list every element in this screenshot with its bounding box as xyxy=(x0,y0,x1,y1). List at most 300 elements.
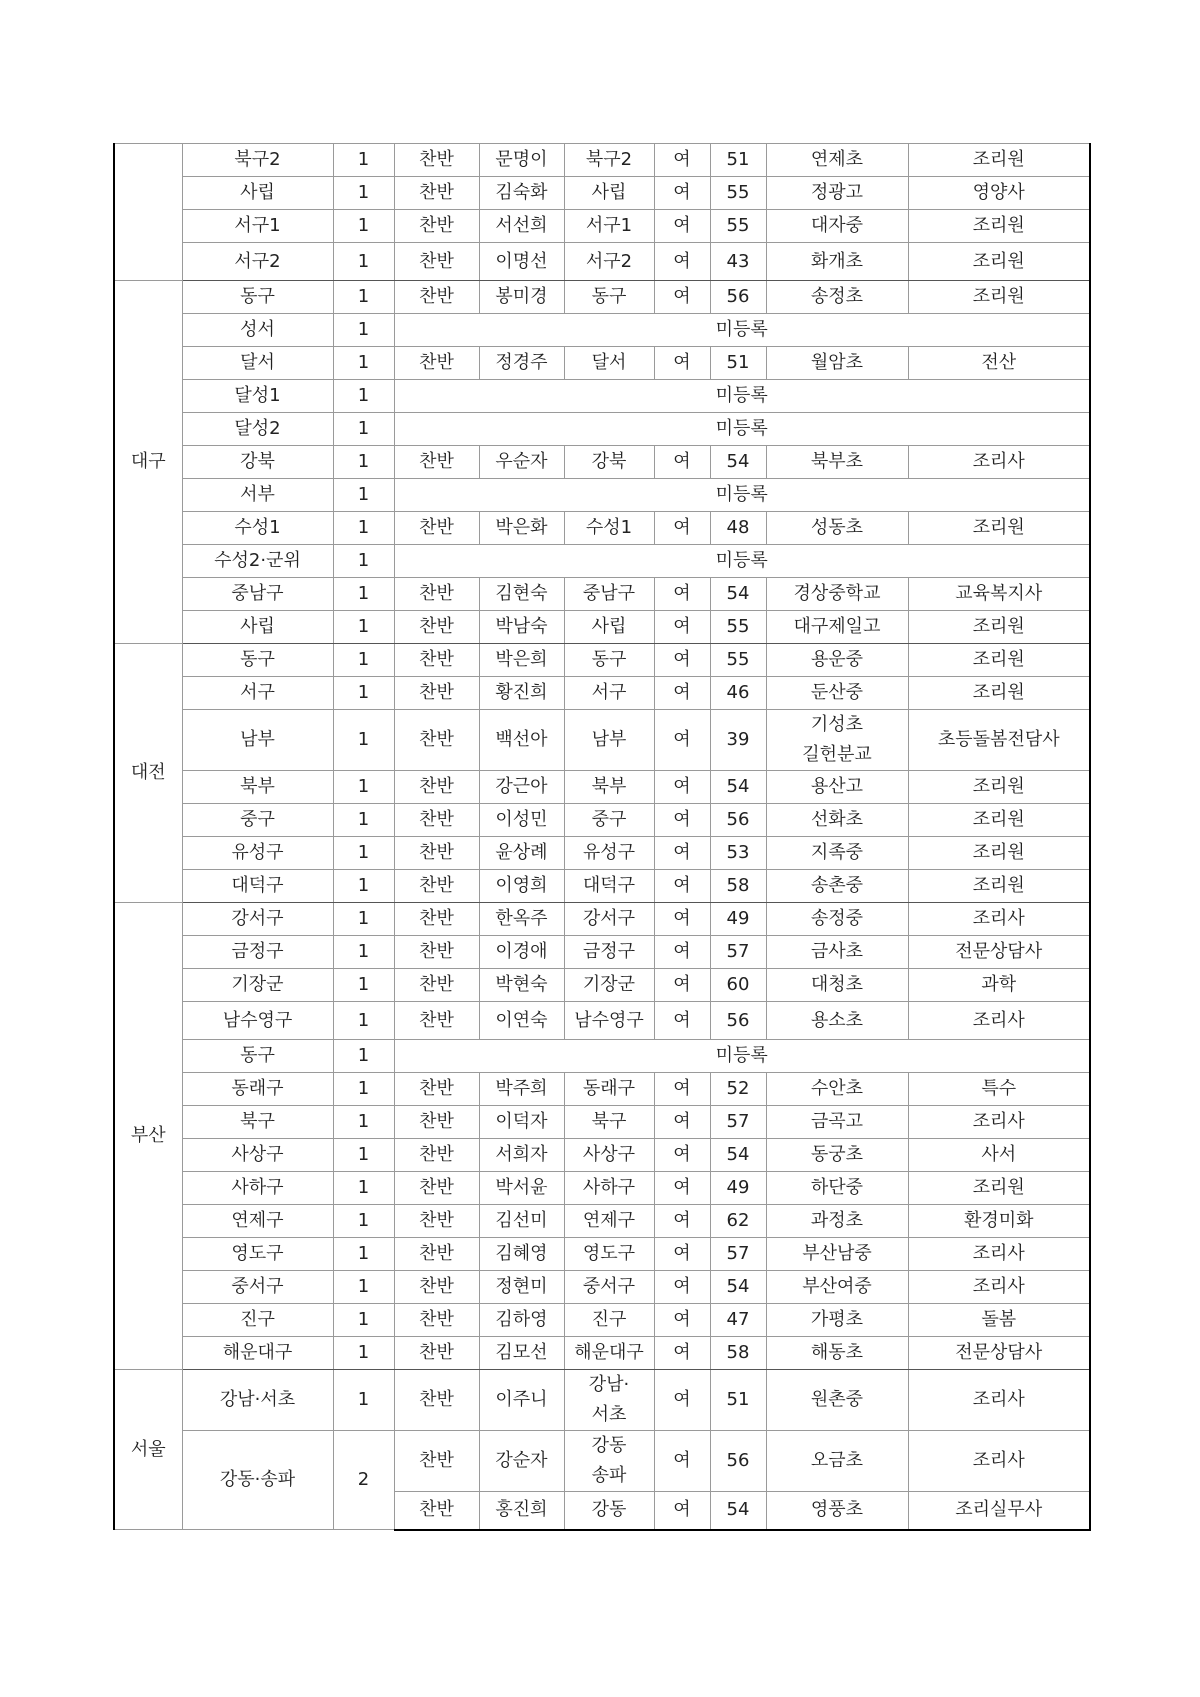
seats-cell: 1 xyxy=(333,969,394,1002)
name-cell: 김숙화 xyxy=(479,177,564,210)
age-cell: 55 xyxy=(710,644,766,677)
branch-cell: 강동 송파 xyxy=(564,1431,654,1492)
unregistered-cell: 미등록 xyxy=(394,380,1090,413)
school-cell: 지족중 xyxy=(766,837,908,870)
branch-cell: 강북 xyxy=(564,446,654,479)
role-cell: 찬반 xyxy=(394,1073,479,1106)
gender-cell: 여 xyxy=(654,771,710,804)
table-row xyxy=(114,210,1090,243)
seats-cell: 1 xyxy=(333,936,394,969)
district-cell: 금정구 xyxy=(182,936,333,969)
school-cell: 송촌중 xyxy=(766,870,908,903)
table-row-unregistered xyxy=(114,314,1090,347)
district-cell: 달성1 xyxy=(182,380,333,413)
role-cell: 찬반 xyxy=(394,1106,479,1139)
gender-cell: 여 xyxy=(654,677,710,710)
seats-cell: 1 xyxy=(333,1370,394,1431)
age-cell: 60 xyxy=(710,969,766,1002)
name-cell: 이성민 xyxy=(479,804,564,837)
job-cell: 조리원 xyxy=(908,611,1090,644)
age-cell: 54 xyxy=(710,1271,766,1304)
job-cell: 조리원 xyxy=(908,1172,1090,1205)
role-cell: 찬반 xyxy=(394,804,479,837)
job-cell: 조리원 xyxy=(908,281,1090,314)
school-cell: 수안초 xyxy=(766,1073,908,1106)
branch-cell: 대덕구 xyxy=(564,870,654,903)
seats-cell: 1 xyxy=(333,446,394,479)
gender-cell: 여 xyxy=(654,936,710,969)
gender-cell: 여 xyxy=(654,1431,710,1492)
district-cell: 남부 xyxy=(182,710,333,771)
region-cell: 대전 xyxy=(114,644,182,903)
school-cell: 월암초 xyxy=(766,347,908,380)
school-cell: 기성초 길헌분교 xyxy=(766,710,908,771)
branch-cell: 중남구 xyxy=(564,578,654,611)
district-cell: 강서구 xyxy=(182,903,333,936)
district-cell: 기장군 xyxy=(182,969,333,1002)
age-cell: 43 xyxy=(710,243,766,281)
gender-cell: 여 xyxy=(654,177,710,210)
age-cell: 39 xyxy=(710,710,766,771)
table-row xyxy=(114,969,1090,1002)
job-cell: 전문상담사 xyxy=(908,936,1090,969)
district-cell: 남수영구 xyxy=(182,1002,333,1040)
school-cell: 금사초 xyxy=(766,936,908,969)
school-cell: 둔산중 xyxy=(766,677,908,710)
role-cell: 찬반 xyxy=(394,177,479,210)
school-cell: 부산남중 xyxy=(766,1238,908,1271)
district-cell: 서구1 xyxy=(182,210,333,243)
seats-cell: 1 xyxy=(333,1040,394,1073)
table-row xyxy=(114,1271,1090,1304)
branch-cell: 영도구 xyxy=(564,1238,654,1271)
district-cell: 수성1 xyxy=(182,512,333,545)
district-cell: 진구 xyxy=(182,1304,333,1337)
district-cell: 중남구 xyxy=(182,578,333,611)
school-cell: 경상중학교 xyxy=(766,578,908,611)
school-cell: 용소초 xyxy=(766,1002,908,1040)
school-cell: 대구제일고 xyxy=(766,611,908,644)
job-cell: 과학 xyxy=(908,969,1090,1002)
seats-cell: 1 xyxy=(333,1337,394,1370)
school-cell: 원촌중 xyxy=(766,1370,908,1431)
name-cell: 이주니 xyxy=(479,1370,564,1431)
table-row-unregistered xyxy=(114,413,1090,446)
district-cell: 북구 xyxy=(182,1106,333,1139)
table-row-unregistered xyxy=(114,380,1090,413)
age-cell: 51 xyxy=(710,347,766,380)
role-cell: 찬반 xyxy=(394,710,479,771)
branch-cell: 진구 xyxy=(564,1304,654,1337)
branch-cell: 중구 xyxy=(564,804,654,837)
job-cell: 조리사 xyxy=(908,1238,1090,1271)
branch-cell: 남수영구 xyxy=(564,1002,654,1040)
school-cell: 성동초 xyxy=(766,512,908,545)
district-cell: 사립 xyxy=(182,177,333,210)
seats-cell: 1 xyxy=(333,804,394,837)
name-cell: 한옥주 xyxy=(479,903,564,936)
district-cell: 북구2 xyxy=(182,144,333,177)
gender-cell: 여 xyxy=(654,347,710,380)
job-cell: 교육복지사 xyxy=(908,578,1090,611)
role-cell: 찬반 xyxy=(394,870,479,903)
role-cell: 찬반 xyxy=(394,677,479,710)
table-row xyxy=(114,512,1090,545)
name-cell: 이연숙 xyxy=(479,1002,564,1040)
gender-cell: 여 xyxy=(654,1271,710,1304)
gender-cell: 여 xyxy=(654,210,710,243)
seats-cell: 1 xyxy=(333,210,394,243)
age-cell: 55 xyxy=(710,177,766,210)
seats-cell: 1 xyxy=(333,1304,394,1337)
age-cell: 56 xyxy=(710,281,766,314)
seats-cell: 1 xyxy=(333,1106,394,1139)
seats-cell: 1 xyxy=(333,1139,394,1172)
seats-cell: 1 xyxy=(333,347,394,380)
job-cell: 돌봄 xyxy=(908,1304,1090,1337)
seats-cell: 1 xyxy=(333,545,394,578)
school-cell: 송정초 xyxy=(766,281,908,314)
gender-cell: 여 xyxy=(654,903,710,936)
role-cell: 찬반 xyxy=(394,611,479,644)
unregistered-cell: 미등록 xyxy=(394,1040,1090,1073)
district-cell: 사립 xyxy=(182,611,333,644)
role-cell: 찬반 xyxy=(394,578,479,611)
job-cell: 조리원 xyxy=(908,677,1090,710)
unregistered-cell: 미등록 xyxy=(394,545,1090,578)
seats-cell: 1 xyxy=(333,1271,394,1304)
table-row xyxy=(114,837,1090,870)
gender-cell: 여 xyxy=(654,804,710,837)
district-cell: 달성2 xyxy=(182,413,333,446)
school-cell: 대자중 xyxy=(766,210,908,243)
role-cell: 찬반 xyxy=(394,243,479,281)
role-cell: 찬반 xyxy=(394,1431,479,1492)
name-cell: 박서윤 xyxy=(479,1172,564,1205)
seats-cell: 2 xyxy=(333,1431,394,1530)
age-cell: 47 xyxy=(710,1304,766,1337)
table-row xyxy=(114,578,1090,611)
name-cell: 김선미 xyxy=(479,1205,564,1238)
branch-cell: 사립 xyxy=(564,177,654,210)
seats-cell: 1 xyxy=(333,413,394,446)
table-row xyxy=(114,446,1090,479)
gender-cell: 여 xyxy=(654,243,710,281)
table-row xyxy=(114,347,1090,380)
branch-cell: 사상구 xyxy=(564,1139,654,1172)
role-cell: 찬반 xyxy=(394,281,479,314)
district-cell: 수성2·군위 xyxy=(182,545,333,578)
job-cell: 조리원 xyxy=(908,870,1090,903)
district-cell: 북부 xyxy=(182,771,333,804)
district-cell: 강북 xyxy=(182,446,333,479)
district-cell: 강동·송파 xyxy=(182,1431,333,1530)
district-cell: 서부 xyxy=(182,479,333,512)
school-cell: 정광고 xyxy=(766,177,908,210)
job-cell: 조리사 xyxy=(908,1370,1090,1431)
branch-cell: 동구 xyxy=(564,644,654,677)
seats-cell: 1 xyxy=(333,177,394,210)
name-cell: 김현숙 xyxy=(479,578,564,611)
role-cell: 찬반 xyxy=(394,1238,479,1271)
table-row xyxy=(114,1238,1090,1271)
branch-cell: 기장군 xyxy=(564,969,654,1002)
age-cell: 54 xyxy=(710,1492,766,1530)
name-cell: 박현숙 xyxy=(479,969,564,1002)
table-row xyxy=(114,644,1090,677)
job-cell: 특수 xyxy=(908,1073,1090,1106)
job-cell: 사서 xyxy=(908,1139,1090,1172)
age-cell: 58 xyxy=(710,1337,766,1370)
age-cell: 62 xyxy=(710,1205,766,1238)
school-cell: 해동초 xyxy=(766,1337,908,1370)
gender-cell: 여 xyxy=(654,578,710,611)
unregistered-cell: 미등록 xyxy=(394,314,1090,347)
gender-cell: 여 xyxy=(654,446,710,479)
table-row xyxy=(114,710,1090,771)
name-cell: 황진희 xyxy=(479,677,564,710)
name-cell: 서희자 xyxy=(479,1139,564,1172)
school-cell: 하단중 xyxy=(766,1172,908,1205)
table-row xyxy=(114,771,1090,804)
table-row xyxy=(114,1106,1090,1139)
table-row xyxy=(114,936,1090,969)
table-row xyxy=(114,1304,1090,1337)
gender-cell: 여 xyxy=(654,1139,710,1172)
school-cell: 금곡고 xyxy=(766,1106,908,1139)
age-cell: 49 xyxy=(710,1172,766,1205)
gender-cell: 여 xyxy=(654,969,710,1002)
gender-cell: 여 xyxy=(654,281,710,314)
job-cell: 조리원 xyxy=(908,804,1090,837)
job-cell: 조리원 xyxy=(908,644,1090,677)
role-cell: 찬반 xyxy=(394,1002,479,1040)
age-cell: 46 xyxy=(710,677,766,710)
name-cell: 강순자 xyxy=(479,1431,564,1492)
gender-cell: 여 xyxy=(654,837,710,870)
role-cell: 찬반 xyxy=(394,1492,479,1530)
role-cell: 찬반 xyxy=(394,1172,479,1205)
gender-cell: 여 xyxy=(654,1002,710,1040)
seats-cell: 1 xyxy=(333,837,394,870)
gender-cell: 여 xyxy=(654,1238,710,1271)
table-row xyxy=(114,144,1090,177)
table-row xyxy=(114,1337,1090,1370)
seats-cell: 1 xyxy=(333,771,394,804)
name-cell: 박은희 xyxy=(479,644,564,677)
job-cell: 조리사 xyxy=(908,1271,1090,1304)
role-cell: 찬반 xyxy=(394,446,479,479)
school-cell: 북부초 xyxy=(766,446,908,479)
district-cell: 연제구 xyxy=(182,1205,333,1238)
age-cell: 56 xyxy=(710,804,766,837)
region-cell: 서울 xyxy=(114,1370,182,1530)
age-cell: 55 xyxy=(710,210,766,243)
job-cell: 조리사 xyxy=(908,446,1090,479)
branch-cell: 북부 xyxy=(564,771,654,804)
district-cell: 동구 xyxy=(182,1040,333,1073)
table-row-unregistered xyxy=(114,545,1090,578)
name-cell: 홍진희 xyxy=(479,1492,564,1530)
gender-cell: 여 xyxy=(654,1337,710,1370)
district-cell: 서구2 xyxy=(182,243,333,281)
seats-cell: 1 xyxy=(333,1002,394,1040)
district-cell: 달서 xyxy=(182,347,333,380)
job-cell: 조리사 xyxy=(908,1002,1090,1040)
name-cell: 강근아 xyxy=(479,771,564,804)
table-row xyxy=(114,870,1090,903)
seats-cell: 1 xyxy=(333,479,394,512)
name-cell: 이덕자 xyxy=(479,1106,564,1139)
age-cell: 52 xyxy=(710,1073,766,1106)
school-cell: 오금초 xyxy=(766,1431,908,1492)
job-cell: 환경미화 xyxy=(908,1205,1090,1238)
age-cell: 54 xyxy=(710,446,766,479)
seats-cell: 1 xyxy=(333,578,394,611)
branch-cell: 동래구 xyxy=(564,1073,654,1106)
role-cell: 찬반 xyxy=(394,771,479,804)
age-cell: 49 xyxy=(710,903,766,936)
school-cell: 용운중 xyxy=(766,644,908,677)
school-cell: 과정초 xyxy=(766,1205,908,1238)
gender-cell: 여 xyxy=(654,144,710,177)
job-cell: 조리원 xyxy=(908,210,1090,243)
age-cell: 56 xyxy=(710,1431,766,1492)
region-cell: 부산 xyxy=(114,903,182,1370)
branch-cell: 동구 xyxy=(564,281,654,314)
name-cell: 이명선 xyxy=(479,243,564,281)
seats-cell: 1 xyxy=(333,870,394,903)
role-cell: 찬반 xyxy=(394,1139,479,1172)
seats-cell: 1 xyxy=(333,644,394,677)
age-cell: 57 xyxy=(710,1106,766,1139)
seats-cell: 1 xyxy=(333,1172,394,1205)
age-cell: 54 xyxy=(710,771,766,804)
seats-cell: 1 xyxy=(333,903,394,936)
branch-cell: 강동 xyxy=(564,1492,654,1530)
role-cell: 찬반 xyxy=(394,1271,479,1304)
school-cell: 동궁초 xyxy=(766,1139,908,1172)
branch-cell: 수성1 xyxy=(564,512,654,545)
age-cell: 56 xyxy=(710,1002,766,1040)
seats-cell: 1 xyxy=(333,1205,394,1238)
branch-cell: 북구2 xyxy=(564,144,654,177)
table-row xyxy=(114,1139,1090,1172)
table-row-unregistered xyxy=(114,1040,1090,1073)
district-cell: 서구 xyxy=(182,677,333,710)
gender-cell: 여 xyxy=(654,870,710,903)
age-cell: 58 xyxy=(710,870,766,903)
job-cell: 전산 xyxy=(908,347,1090,380)
table-row xyxy=(114,1172,1090,1205)
district-cell: 영도구 xyxy=(182,1238,333,1271)
seats-cell: 1 xyxy=(333,243,394,281)
branch-cell: 금정구 xyxy=(564,936,654,969)
role-cell: 찬반 xyxy=(394,210,479,243)
gender-cell: 여 xyxy=(654,710,710,771)
age-cell: 57 xyxy=(710,1238,766,1271)
table-row xyxy=(114,804,1090,837)
branch-cell: 서구1 xyxy=(564,210,654,243)
member-table xyxy=(113,143,1091,1531)
branch-cell: 유성구 xyxy=(564,837,654,870)
name-cell: 윤상례 xyxy=(479,837,564,870)
job-cell: 영양사 xyxy=(908,177,1090,210)
seats-cell: 1 xyxy=(333,380,394,413)
district-cell: 동구 xyxy=(182,644,333,677)
gender-cell: 여 xyxy=(654,1205,710,1238)
name-cell: 봉미경 xyxy=(479,281,564,314)
school-cell: 용산고 xyxy=(766,771,908,804)
district-cell: 동구 xyxy=(182,281,333,314)
name-cell: 문명이 xyxy=(479,144,564,177)
unregistered-cell: 미등록 xyxy=(394,479,1090,512)
job-cell: 조리실무사 xyxy=(908,1492,1090,1530)
branch-cell: 연제구 xyxy=(564,1205,654,1238)
district-cell: 중구 xyxy=(182,804,333,837)
job-cell: 조리원 xyxy=(908,771,1090,804)
age-cell: 51 xyxy=(710,144,766,177)
job-cell: 조리원 xyxy=(908,144,1090,177)
name-cell: 김혜영 xyxy=(479,1238,564,1271)
table-row xyxy=(114,1073,1090,1106)
seats-cell: 1 xyxy=(333,144,394,177)
table-row xyxy=(114,1431,1090,1492)
name-cell: 정경주 xyxy=(479,347,564,380)
gender-cell: 여 xyxy=(654,1304,710,1337)
job-cell: 전문상담사 xyxy=(908,1337,1090,1370)
age-cell: 54 xyxy=(710,578,766,611)
role-cell: 찬반 xyxy=(394,1370,479,1431)
branch-cell: 사하구 xyxy=(564,1172,654,1205)
district-cell: 해운대구 xyxy=(182,1337,333,1370)
table-row xyxy=(114,1370,1090,1431)
seats-cell: 1 xyxy=(333,1238,394,1271)
table-row xyxy=(114,1002,1090,1040)
gender-cell: 여 xyxy=(654,611,710,644)
gender-cell: 여 xyxy=(654,1073,710,1106)
role-cell: 찬반 xyxy=(394,969,479,1002)
school-cell: 부산여중 xyxy=(766,1271,908,1304)
table-row xyxy=(114,1205,1090,1238)
school-cell: 가평초 xyxy=(766,1304,908,1337)
role-cell: 찬반 xyxy=(394,903,479,936)
district-cell: 유성구 xyxy=(182,837,333,870)
school-cell: 영풍초 xyxy=(766,1492,908,1530)
unregistered-cell: 미등록 xyxy=(394,413,1090,446)
role-cell: 찬반 xyxy=(394,512,479,545)
role-cell: 찬반 xyxy=(394,1205,479,1238)
name-cell: 서선희 xyxy=(479,210,564,243)
role-cell: 찬반 xyxy=(394,144,479,177)
seats-cell: 1 xyxy=(333,611,394,644)
region-cell: 대구 xyxy=(114,281,182,644)
district-cell: 대덕구 xyxy=(182,870,333,903)
gender-cell: 여 xyxy=(654,1492,710,1530)
age-cell: 48 xyxy=(710,512,766,545)
name-cell: 정현미 xyxy=(479,1271,564,1304)
role-cell: 찬반 xyxy=(394,347,479,380)
name-cell: 우순자 xyxy=(479,446,564,479)
job-cell: 조리원 xyxy=(908,837,1090,870)
role-cell: 찬반 xyxy=(394,1304,479,1337)
table-row xyxy=(114,281,1090,314)
age-cell: 57 xyxy=(710,936,766,969)
table-row xyxy=(114,903,1090,936)
region-cell xyxy=(114,144,182,281)
name-cell: 백선아 xyxy=(479,710,564,771)
table-row xyxy=(114,677,1090,710)
